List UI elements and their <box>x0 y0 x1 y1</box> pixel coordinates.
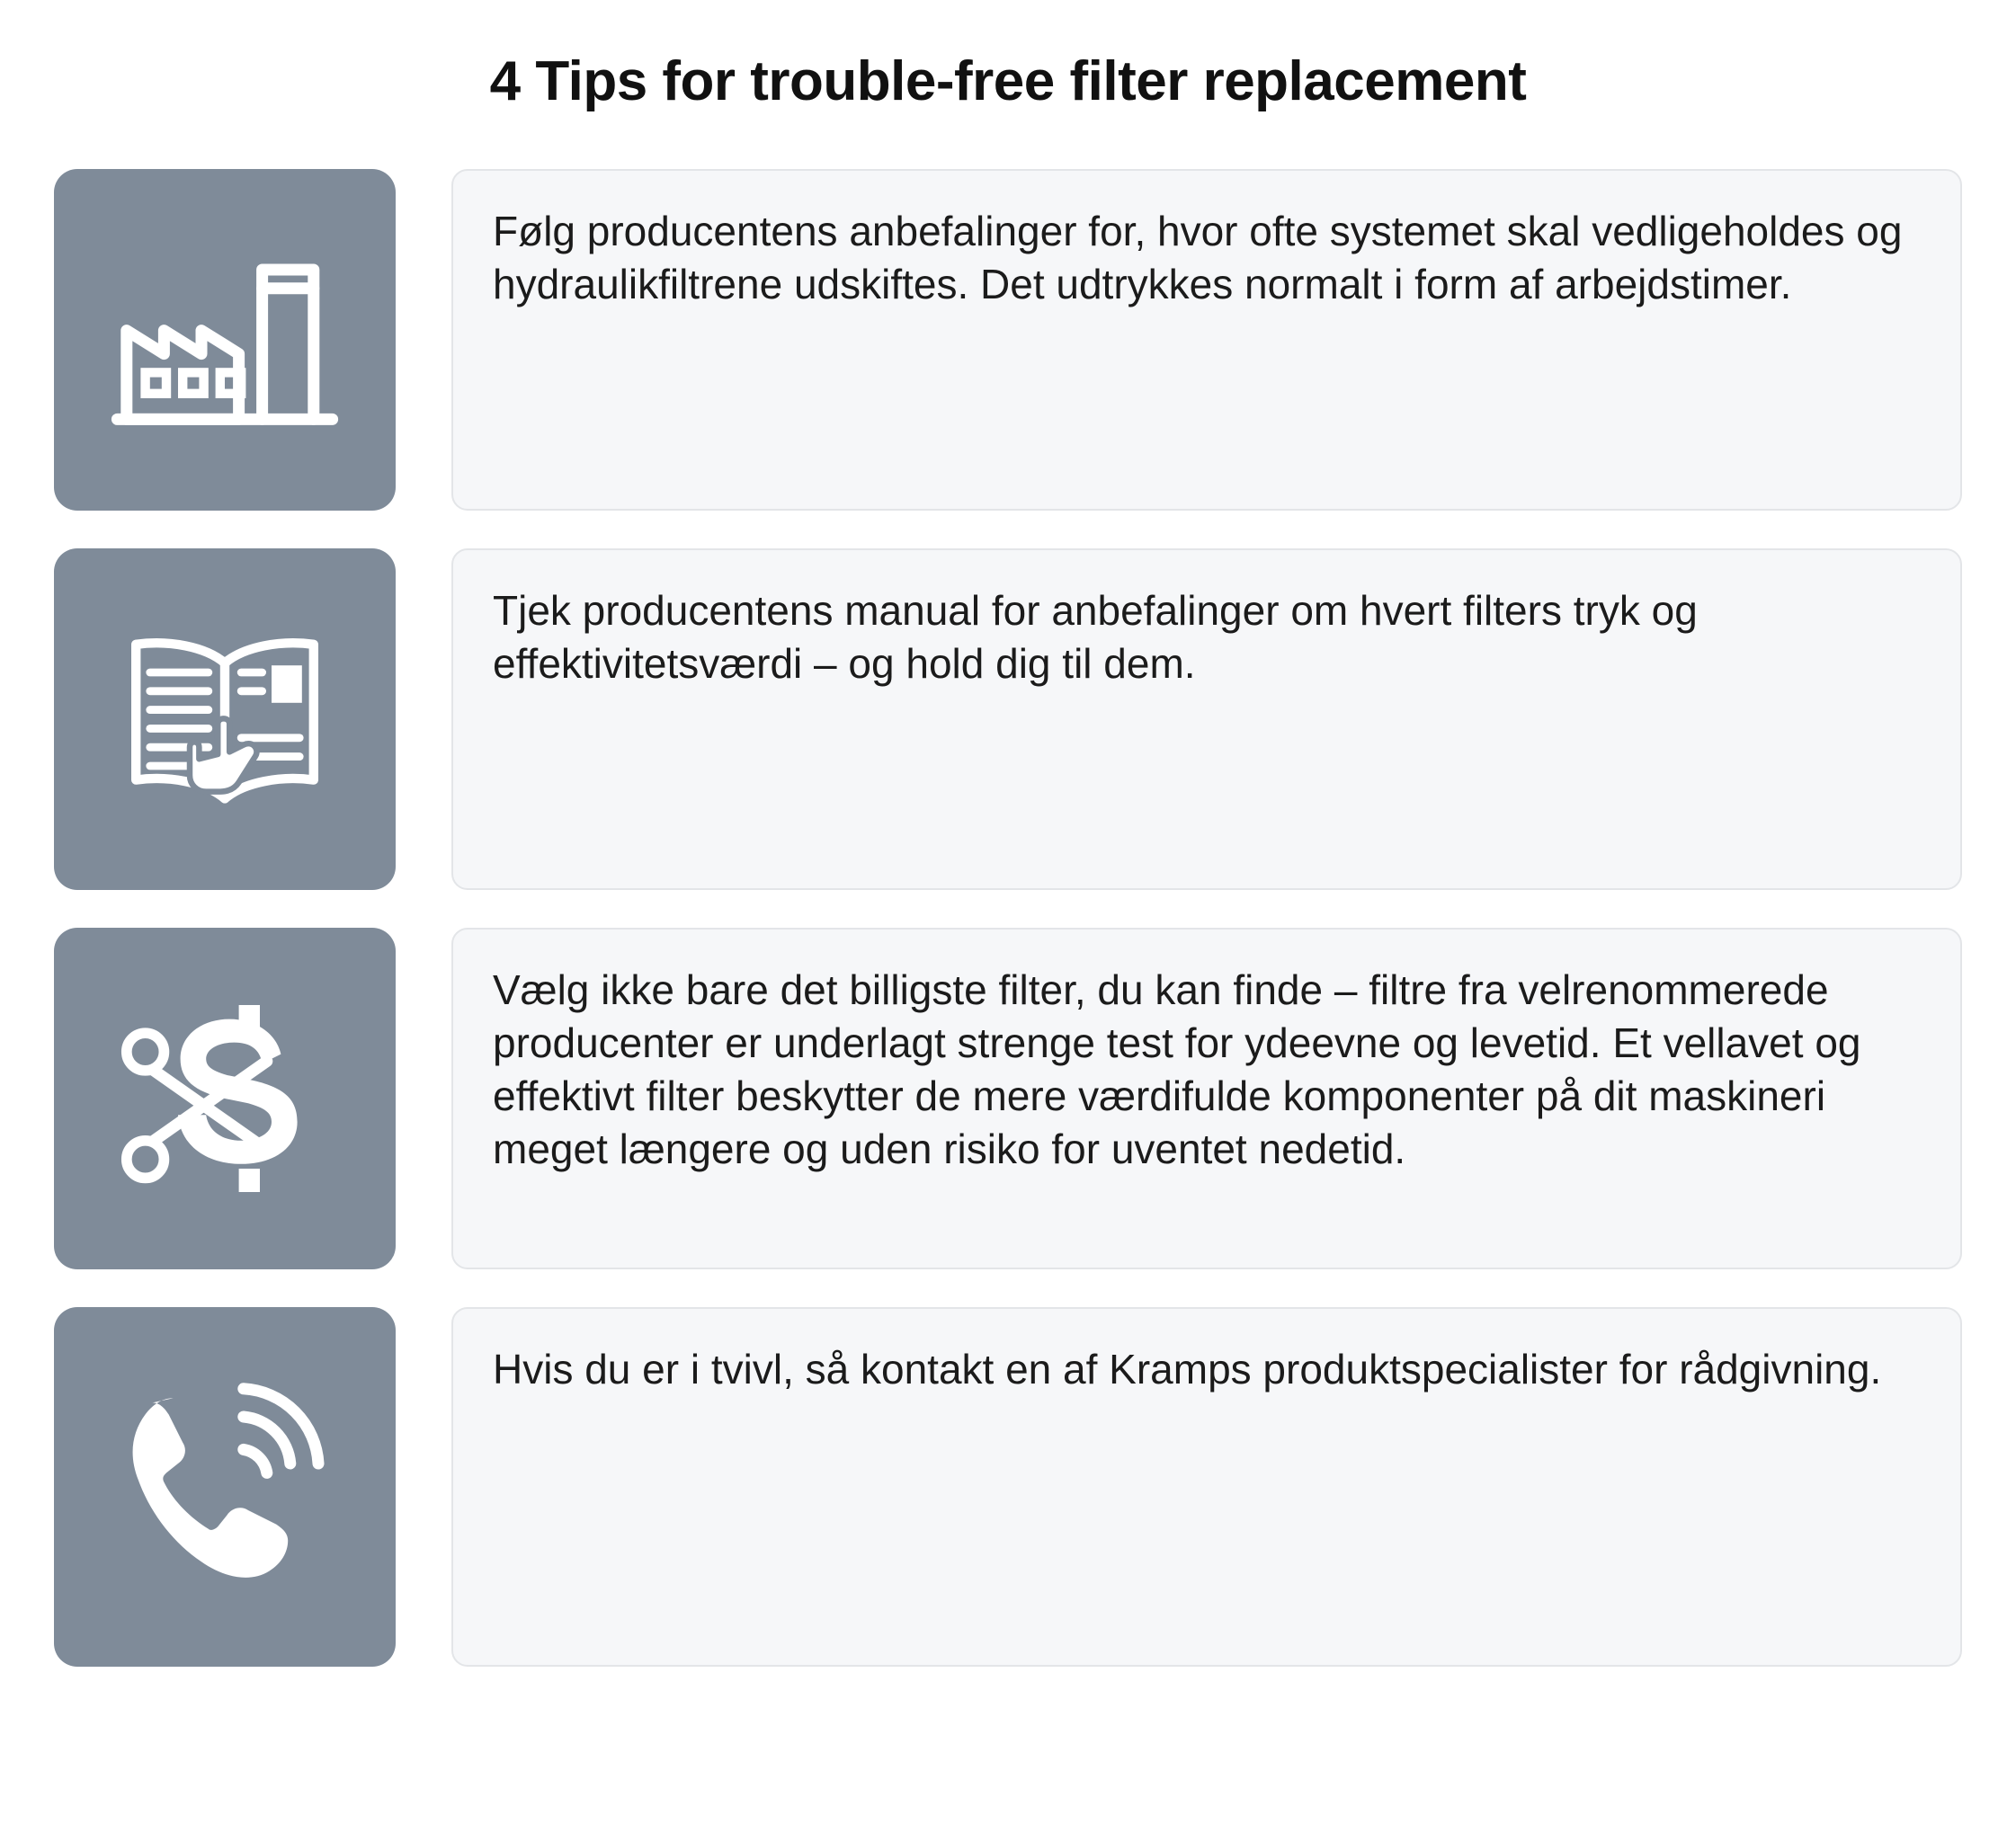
scissors-cutting-dollar-icon <box>108 982 342 1215</box>
tip-icon-tile <box>54 169 396 511</box>
tip-text: Vælg ikke bare det billigste filter, du kan finde – filtre fra velrenommerede producenter er underlagt strenge test for ydeevne og levetid. Et vellavet og effektivt filter beskytter de mere værdifulde komponenter på dit maskineri meget længere og uden risiko for uventet nedetid. <box>493 966 1861 1172</box>
tip-text: Følg producentens anbefalinger for, hvor ofte systemet skal vedligeholdes og hydraulikfiltrene udskiftes. Det udtrykkes normalt i form af arbejdstimer. <box>493 208 1903 308</box>
tip-icon-tile <box>54 928 396 1269</box>
tip-text: Hvis du er i tvivl, så kontakt en af Kramps produktspecialister for rådgivning. <box>493 1346 1882 1393</box>
ringing-phone-icon <box>108 1370 342 1604</box>
infographic-page <box>0 49 2016 1833</box>
tip-card <box>451 928 1962 1269</box>
tip-item <box>54 928 1962 1269</box>
tips-list <box>54 169 1962 1667</box>
tip-icon-tile <box>54 1307 396 1667</box>
tip-text: Tjek producentens manual for anbefalinger om hvert filters tryk og effektivitetsværdi – og hold dig til dem. <box>493 587 1698 688</box>
open-manual-hand-icon <box>108 602 342 836</box>
page-title: 4 Tips for trouble-free filter replacement <box>489 50 1527 112</box>
tip-item <box>54 169 1962 511</box>
tip-item <box>54 1307 1962 1667</box>
tip-card <box>451 169 1962 511</box>
tip-card <box>451 1307 1962 1667</box>
tip-icon-tile <box>54 548 396 890</box>
tip-card <box>451 548 1962 890</box>
factory-icon <box>108 223 342 457</box>
tip-item <box>54 548 1962 890</box>
